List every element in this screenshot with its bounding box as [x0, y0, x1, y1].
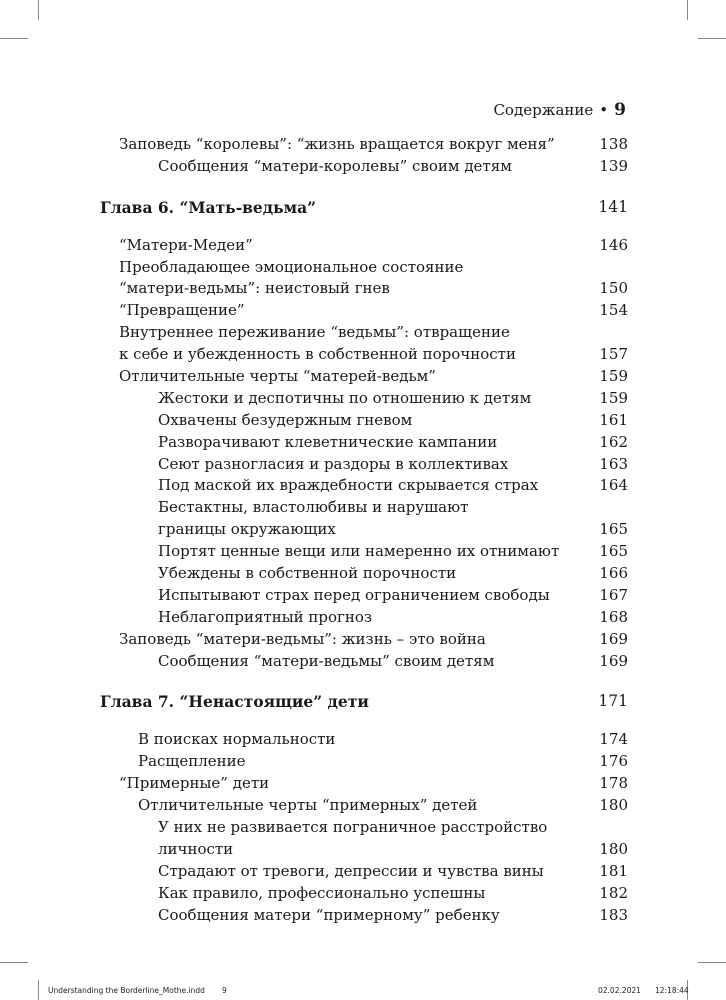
toc-entry-title: Охвачены безудержным гневом: [158, 410, 413, 429]
toc-entry: [0, 629, 726, 651]
toc-entry-page: 138: [599, 135, 628, 153]
toc-entry-title: границы окружающих: [158, 520, 336, 539]
toc-entry: [0, 366, 726, 388]
toc-entry-page: 171: [598, 692, 628, 711]
toc-entry: [0, 519, 726, 541]
toc-entry: [0, 795, 726, 817]
toc-entry-page: 174: [599, 730, 628, 749]
toc-entry-title: Отличительные черты “примерных” детей: [138, 796, 478, 815]
toc-entry: [0, 861, 726, 883]
toc-entry-page: 154: [599, 301, 628, 320]
toc-entry-title: Преобладающее эмоциональное состояние: [119, 257, 464, 276]
toc-entry: [0, 883, 726, 905]
table-of-contents: [0, 134, 726, 926]
toc-entry: [0, 454, 726, 476]
toc-entry-title: Портят ценные вещи или намеренно их отнимают: [158, 542, 560, 561]
toc-entry-page: 164: [599, 476, 628, 495]
toc-entry-title: Разворачивают клеветнические кампании: [158, 432, 498, 451]
toc-entry: [0, 235, 726, 257]
toc-entry: [0, 278, 726, 300]
toc-entry-title: Расщепление: [138, 752, 246, 771]
crop-mark: [0, 962, 28, 963]
header-page-number: 9: [614, 100, 626, 120]
crop-mark: [698, 38, 726, 39]
slug-filename: Understanding the Borderline_Mothe.indd: [48, 986, 205, 995]
toc-entry-page: 169: [599, 629, 628, 648]
toc-entry-page: 166: [599, 564, 628, 583]
toc-entry-title: “Примерные” дети: [119, 774, 270, 793]
toc-entry-title: У них не развивается пограничное расстройство: [158, 817, 548, 836]
toc-entry: [0, 905, 726, 927]
toc-entry-title: “матери-ведьмы”: неистовый гнев: [119, 279, 390, 298]
toc-entry-title: к себе и убежденность в собственной порочности: [119, 345, 516, 364]
toc-entry-title: Страдают от тревоги, депрессии и чувства вины: [158, 861, 544, 880]
toc-entry-title: Заповедь “королевы”: “жизнь вращается вокруг меня”: [119, 135, 555, 153]
toc-entry: [0, 751, 726, 773]
toc-entry-title: Заповедь “матери-ведьмы”: жизнь – это война: [119, 629, 486, 648]
toc-entry: [0, 300, 726, 322]
toc-entry-title: Сообщения “матери-ведьмы” своим детям: [158, 651, 495, 670]
toc-entry-page: 159: [599, 388, 628, 407]
toc-entry-page: 167: [599, 585, 628, 604]
toc-entry-page: 168: [599, 607, 628, 626]
toc-entry-page: 180: [599, 839, 628, 858]
toc-entry: [0, 410, 726, 432]
crop-mark: [38, 980, 39, 1000]
toc-entry-title: Сообщения матери “примерному” ребенку: [158, 905, 500, 924]
crop-mark: [38, 0, 39, 20]
toc-entry-page: 146: [599, 235, 628, 254]
toc-entry: [0, 541, 726, 563]
toc-entry: [0, 475, 726, 497]
crop-mark: [0, 38, 28, 39]
toc-entry-title: Глава 7. “Ненастоящие” дети: [100, 692, 369, 712]
toc-entry: [0, 839, 726, 861]
toc-entry-title: личности: [158, 839, 234, 858]
toc-entry: [0, 156, 726, 178]
toc-entry-title: Как правило, профессионально успешны: [158, 883, 486, 902]
toc-entry: [0, 322, 726, 344]
toc-entry-page: 180: [599, 796, 628, 815]
toc-chapter-heading: [0, 691, 726, 713]
header-title: Содержание: [493, 101, 594, 119]
toc-entry-title: “Превращение”: [119, 301, 245, 320]
toc-entry-title: В поисках нормальности: [138, 730, 336, 749]
toc-entry-page: 176: [599, 752, 628, 771]
toc-entry: [0, 651, 726, 673]
toc-entry: [0, 817, 726, 839]
toc-entry-title: Неблагоприятный прогноз: [158, 607, 373, 626]
toc-entry: [0, 344, 726, 366]
toc-entry: [0, 585, 726, 607]
toc-entry-page: 182: [599, 883, 628, 902]
toc-entry: [0, 773, 726, 795]
slug-date: 02.02.2021: [598, 986, 641, 995]
toc-entry-title: Испытывают страх перед ограничением свободы: [158, 585, 550, 604]
toc-entry-page: 178: [599, 774, 628, 793]
crop-mark: [698, 962, 726, 963]
toc-entry: [0, 432, 726, 454]
toc-entry-page: 150: [599, 279, 628, 298]
toc-entry-page: 157: [599, 345, 628, 364]
toc-entry-title: Убеждены в собственной порочности: [158, 564, 457, 583]
slug-page: 9: [222, 986, 227, 995]
toc-entry-title: Жестоки и деспотичны по отношению к детям: [158, 388, 532, 407]
toc-entry-page: 183: [599, 905, 628, 924]
toc-entry-page: 161: [599, 410, 628, 429]
toc-entry-page: 163: [599, 454, 628, 473]
toc-entry-page: 165: [599, 520, 628, 539]
toc-entry-title: “Матери-Медеи”: [119, 235, 253, 254]
toc-entry-title: Отличительные черты “матерей-ведьм”: [119, 367, 436, 386]
toc-entry-title: Внутреннее переживание “ведьмы”: отвращение: [119, 323, 510, 342]
slug-time: 12:18:44: [655, 986, 689, 995]
toc-entry-page: 139: [599, 156, 628, 175]
header-bullet: •: [599, 101, 609, 119]
running-header: [493, 100, 626, 120]
toc-entry-page: 162: [599, 432, 628, 451]
toc-entry-title: Сеют разногласия и раздоры в коллективах: [158, 454, 509, 473]
toc-entry-title: Бестактны, властолюбивы и нарушают: [158, 498, 469, 517]
crop-mark: [687, 0, 688, 20]
toc-entry-page: 181: [599, 861, 628, 880]
toc-entry: [0, 497, 726, 519]
toc-entry-page: 159: [599, 367, 628, 386]
toc-entry-title: Под маской их враждебности скрывается страх: [158, 476, 539, 495]
toc-entry: [0, 388, 726, 410]
toc-entry: [0, 257, 726, 279]
toc-entry: [0, 134, 726, 156]
toc-entry-title: Глава 6. “Мать-ведьма”: [100, 197, 317, 217]
toc-entry-page: 169: [599, 651, 628, 670]
toc-entry-title: Сообщения “матери-королевы” своим детям: [158, 156, 512, 175]
toc-entry: [0, 729, 726, 751]
toc-chapter-heading: [0, 197, 726, 219]
toc-entry: [0, 563, 726, 585]
toc-entry-page: 141: [598, 197, 628, 216]
toc-entry-page: 165: [599, 542, 628, 561]
toc-entry: [0, 607, 726, 629]
